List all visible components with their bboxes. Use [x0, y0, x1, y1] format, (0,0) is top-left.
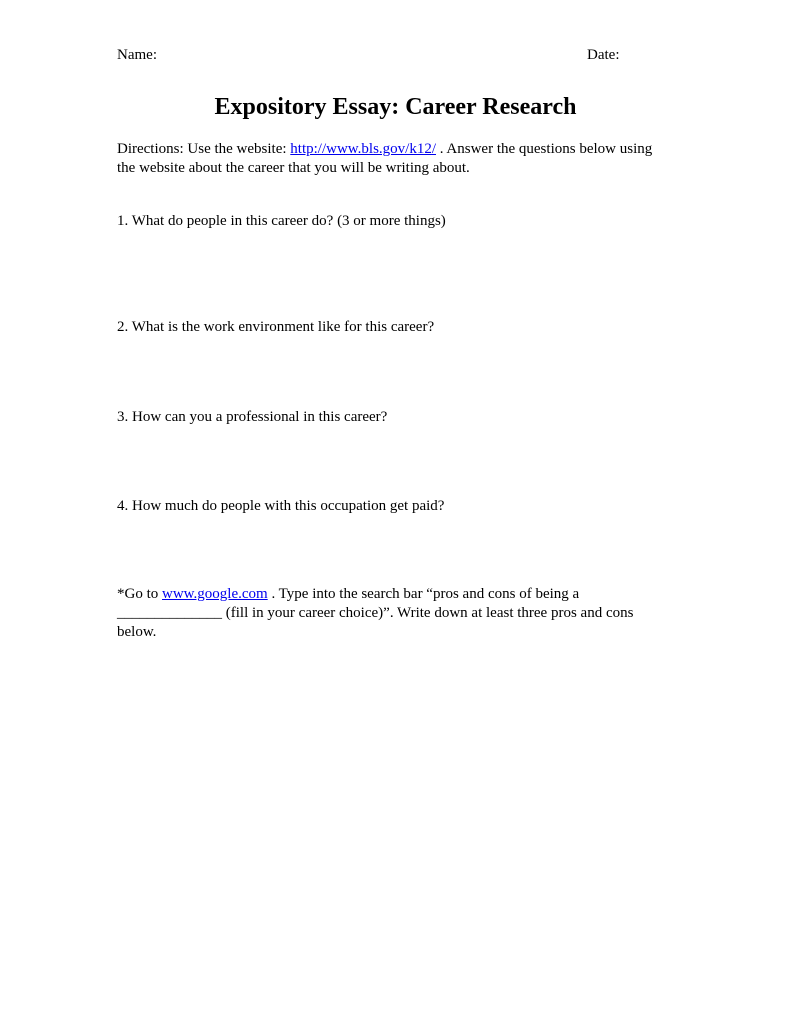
google-task-line-3: below. [117, 624, 157, 640]
name-label: Name: [117, 47, 157, 63]
page-title: Expository Essay: Career Research [214, 94, 577, 120]
directions-line-1 [117, 140, 652, 159]
directions-suffix: . Answer the questions below using [436, 141, 653, 157]
google-task-line-1 [117, 585, 579, 604]
bls-link[interactable]: http://www.bls.gov/k12/ [290, 141, 436, 157]
directions-prefix: Directions: Use the website: [117, 141, 291, 157]
google-task-suffix: . Type into the search bar “pros and cons of being a [267, 586, 580, 602]
question-2: 2. What is the work environment like for this career? [117, 319, 435, 335]
google-task-prefix: *Go to [117, 586, 162, 602]
question-4: 4. How much do people with this occupation get paid? [117, 498, 445, 514]
date-label: Date: [587, 47, 620, 63]
directions-line-2: the website about the career that you will be writing about. [117, 160, 470, 176]
question-3: 3. How can you a professional in this career? [117, 409, 388, 425]
question-1: 1. What do people in this career do? (3 or more things) [117, 213, 446, 229]
google-link[interactable]: www.google.com [162, 586, 268, 602]
google-task-line-2: ______________ (fill in your career choice)”. Write down at least three pros and cons [117, 605, 634, 621]
